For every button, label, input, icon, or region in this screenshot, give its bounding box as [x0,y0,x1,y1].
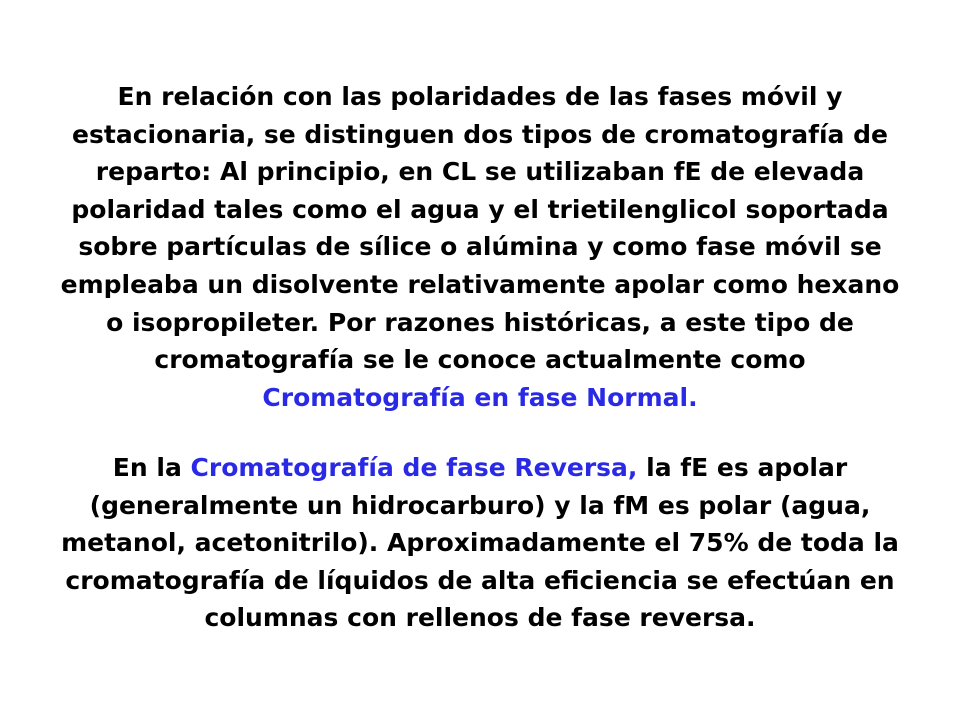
highlight-normal-phase: Cromatografía en fase Normal. [262,382,698,412]
highlight-reverse-phase: Cromatografía de fase Reversa, [190,453,638,482]
paragraph-normal-phase [50,78,910,416]
paragraph-text: En relación con las polaridades de las fases móvil y estacionaria, se distinguen dos tipos de cromatografía de reparto: Al principio, en CL se utilizaban fE de elevada polaridad tales como el agua y el trietilenglicol soportada sobre partículas de sílice o alúmina y como fase móvil se empleaba un disolvente relativamente apolar como hexano o isopropileter. Por razones históricas, a este tipo de cromatografía se le conoce actualmente como [60,82,900,375]
paragraph-text: En la [112,453,191,482]
paragraph-text-end: la fE es apolar (generalmente un hidrocarburo) y la fM es polar (agua, metanol, acetonitrilo). Aproximadamente el 75% de toda la cromatografía de líquidos de alta eficiencia se efectúan en columnas con rellenos de fase reversa. [61,453,899,633]
paragraph-reverse-phase [55,449,905,637]
